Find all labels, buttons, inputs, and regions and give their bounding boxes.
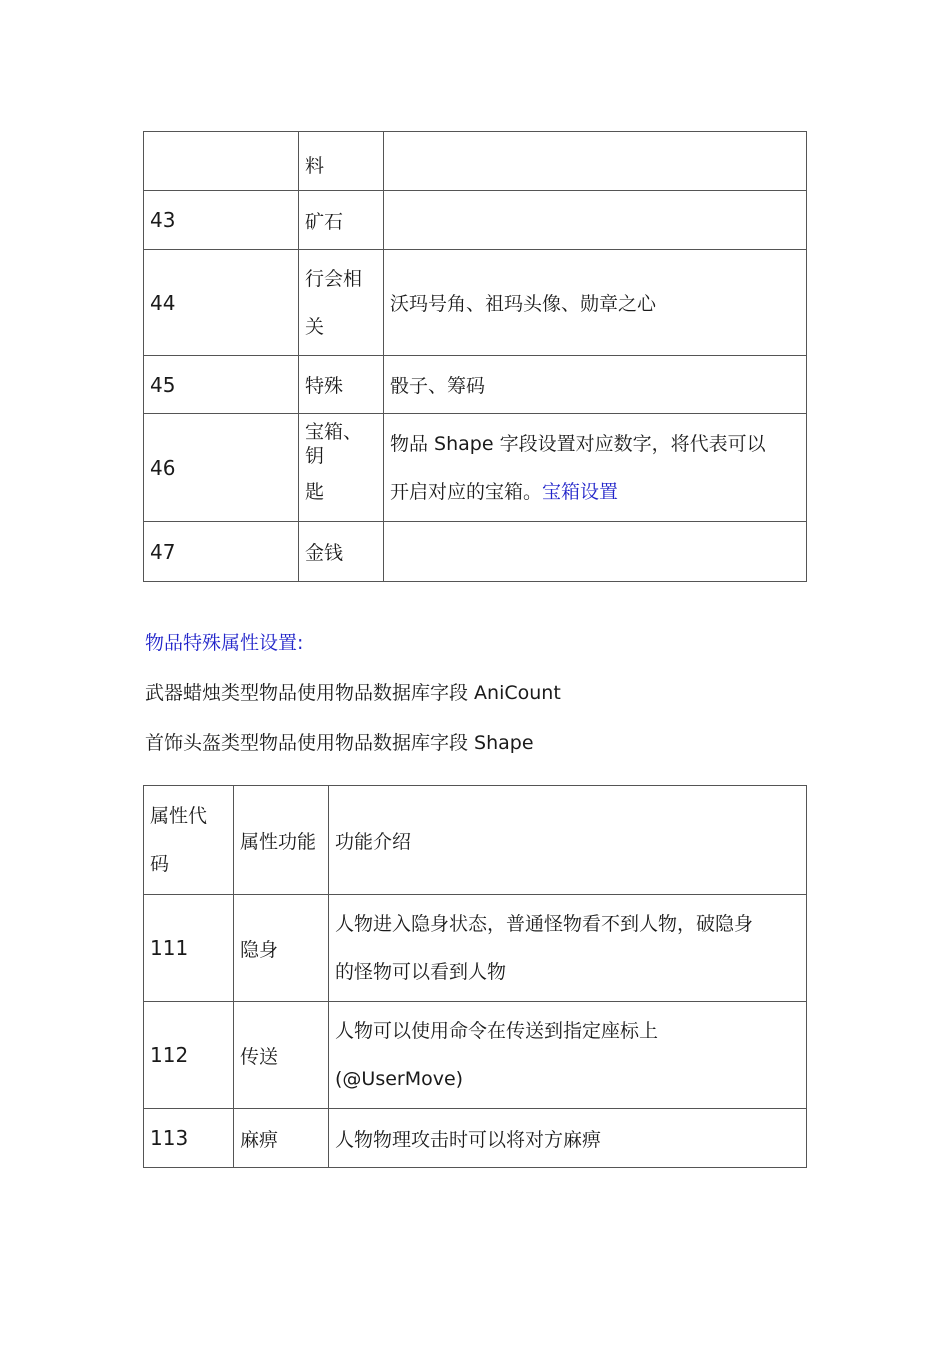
type-line: 匙 (305, 480, 325, 503)
desc-cell: 人物物理攻击时可以将对方麻痹 (329, 1109, 807, 1168)
table-header-row (144, 786, 807, 895)
table-row (144, 1002, 807, 1109)
header-line: 属性代 (150, 805, 208, 827)
header-line: 码 (150, 853, 170, 875)
body-paragraph: 首饰头盔类型物品使用物品数据库字段 Shape (145, 732, 534, 754)
desc-cell: 骰子、筹码 (384, 356, 807, 414)
desc-cell: 沃玛号角、祖玛头像、勋章之心 (384, 250, 807, 356)
desc-cell (384, 132, 807, 191)
type-cell (299, 414, 384, 522)
code-cell: 46 (144, 414, 299, 522)
chest-settings-link[interactable]: 宝箱设置 (542, 480, 619, 503)
table-row (144, 250, 807, 356)
section-heading-link[interactable]: 物品特殊属性设置: (145, 632, 304, 654)
desc-line: 物品 Shape 字段设置对应数字，将代表可以 (390, 432, 766, 455)
body-paragraph: 武器蜡烛类型物品使用物品数据库字段 AniCount (145, 682, 561, 704)
code-cell: 44 (144, 250, 299, 356)
table-row (144, 191, 807, 250)
type-cell: 料 (299, 132, 384, 191)
code-cell: 111 (144, 895, 234, 1002)
desc-cell (384, 191, 807, 250)
type-line: 宝箱、钥 (305, 420, 363, 467)
code-cell: 45 (144, 356, 299, 414)
table-row (144, 356, 807, 414)
func-cell: 麻痹 (234, 1109, 329, 1168)
table-row (144, 1109, 807, 1168)
attribute-table (143, 785, 807, 1168)
desc-cell (329, 1002, 807, 1109)
header-cell: 属性功能 (234, 786, 329, 895)
desc-line (390, 468, 800, 516)
desc-line: 的怪物可以看到人物 (335, 961, 507, 983)
type-cell (299, 250, 384, 356)
func-cell: 传送 (234, 1002, 329, 1109)
header-cell (144, 786, 234, 895)
table-row (144, 895, 807, 1002)
code-cell: 43 (144, 191, 299, 250)
desc-cell (329, 895, 807, 1002)
table-row (144, 132, 807, 191)
desc-cell (384, 522, 807, 582)
header-cell: 功能介绍 (329, 786, 807, 895)
code-cell (144, 132, 299, 191)
desc-line: (@UserMove) (335, 1068, 464, 1090)
type-cell: 特殊 (299, 356, 384, 414)
table-row (144, 414, 807, 522)
func-cell: 隐身 (234, 895, 329, 1002)
code-cell: 47 (144, 522, 299, 582)
table-row (144, 522, 807, 582)
type-line: 行会相 (305, 267, 363, 290)
type-line: 关 (305, 315, 325, 338)
item-type-table (143, 131, 807, 582)
desc-line: 人物进入隐身状态，普通怪物看不到人物，破隐身 (335, 913, 754, 935)
type-cell: 矿石 (299, 191, 384, 250)
code-cell: 112 (144, 1002, 234, 1109)
type-cell: 金钱 (299, 522, 384, 582)
desc-cell (384, 414, 807, 522)
code-cell: 113 (144, 1109, 234, 1168)
desc-line: 人物可以使用命令在传送到指定座标上 (335, 1020, 659, 1042)
desc-text: 开启对应的宝箱。 (390, 480, 543, 503)
